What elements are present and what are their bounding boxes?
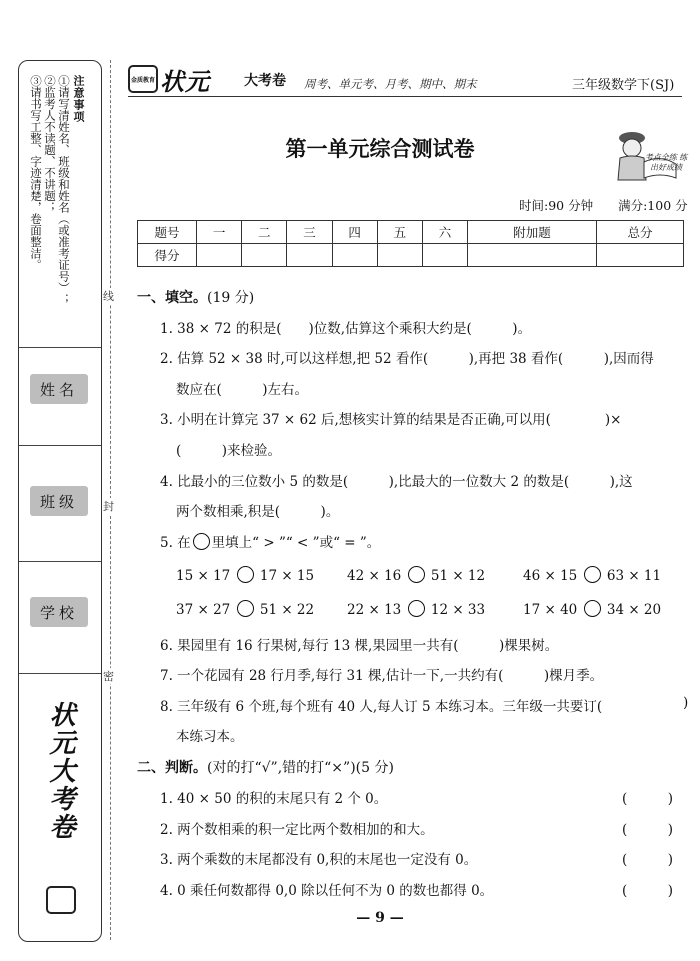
page-title: 第一单元综合测试卷 <box>285 136 475 161</box>
table-col: 附加题 <box>468 221 597 244</box>
comparison-right: 51 × 22 <box>259 602 315 618</box>
brand-sub: 大考卷 <box>244 73 286 89</box>
question-4-line-2: 两个数相乘,积是( )。 <box>176 504 340 520</box>
grade-label: 三年级数学下(SJ) <box>572 78 675 93</box>
table-col: 四 <box>332 221 377 244</box>
score-cell[interactable] <box>377 244 422 267</box>
score-cell[interactable] <box>468 244 597 267</box>
divider <box>19 673 101 674</box>
page-number: — 9 — <box>356 910 404 926</box>
table-col: 总分 <box>596 221 683 244</box>
judge-answer-blank[interactable]: ( ) <box>622 883 674 899</box>
comparison-item <box>523 566 661 584</box>
name-label: 姓名 <box>30 374 88 404</box>
question-4-line-1: 4. 比最小的三位数小 5 的数是( ),比最大的一位数大 2 的数是( ),这 <box>160 474 633 490</box>
comparison-item <box>176 566 314 584</box>
table-row <box>138 221 684 244</box>
judge-answer-blank[interactable]: ( ) <box>622 822 674 838</box>
section-2-heading: 二、判断。 <box>137 760 207 776</box>
question-3-line-1: 3. 小明在计算完 37 × 62 后,想核实计算的结果是否正确,可以用( )× <box>160 412 622 428</box>
school-label: 学校 <box>30 597 88 627</box>
question-5 <box>160 531 380 551</box>
table-header-label: 题号 <box>138 221 197 244</box>
judge-item-3: 3. 两个乘数的末尾都没有 0,积的末尾也一定没有 0。 <box>160 852 478 868</box>
comparison-left: 17 × 40 <box>523 602 578 618</box>
answer-circle[interactable] <box>408 566 425 583</box>
section-2-points: (对的打“√”,错的打“×”)(5 分) <box>207 760 394 776</box>
notice-2: ②监考人不读题、不讲题； <box>43 75 57 213</box>
question-1: 1. 38 × 72 的积是( )位数,估算这个乘积大约是( )。 <box>160 321 532 337</box>
mascot-text: 考点全练 练出好成绩 <box>644 153 688 172</box>
circle-icon <box>193 533 210 550</box>
judge-item-2: 2. 两个数相乘的积一定比两个数相加的和大。 <box>160 822 434 838</box>
table-col: 二 <box>242 221 287 244</box>
divider <box>19 561 101 562</box>
binding-strip <box>18 60 102 942</box>
judge-item-1: 1. 40 × 50 的积的末尾只有 2 个 0。 <box>160 791 388 807</box>
divider <box>19 347 101 348</box>
comparison-left: 37 × 27 <box>176 602 231 618</box>
answer-circle[interactable] <box>408 600 425 617</box>
comparison-left: 42 × 16 <box>347 568 402 584</box>
answer-circle[interactable] <box>237 566 254 583</box>
comparison-left: 46 × 15 <box>523 568 578 584</box>
comparison-right: 12 × 33 <box>430 602 486 618</box>
table-row <box>138 244 684 267</box>
table-col: 一 <box>197 221 242 244</box>
comparison-right: 51 × 12 <box>430 568 486 584</box>
divider <box>19 445 101 446</box>
notice-title: 注意事项 <box>72 75 85 123</box>
tagline: 周考、单元考、月考、期中、期末 <box>304 77 477 91</box>
logo-text: 金质教育 <box>130 76 155 84</box>
judge-answer-blank[interactable]: ( ) <box>622 852 674 868</box>
comparison-left: 22 × 13 <box>347 602 402 618</box>
comparison-right: 34 × 20 <box>606 602 662 618</box>
question-7: 7. 一个花园有 28 行月季,每行 31 棵,估计一下,一共约有( )棵月季。 <box>160 668 604 684</box>
table-col: 三 <box>287 221 332 244</box>
time-info: 时间:90 分钟 满分:100 分 <box>519 198 688 213</box>
table-col: 五 <box>377 221 422 244</box>
question-8-line-2: 本练习本。 <box>176 729 244 745</box>
score-cell[interactable] <box>596 244 683 267</box>
score-table <box>137 220 684 267</box>
question-2-line-1: 2. 估算 52 × 38 时,可以这样想,把 52 看作( ),再把 38 看作( ),因而得 <box>160 351 654 367</box>
score-cell[interactable] <box>197 244 242 267</box>
comparison-right: 63 × 11 <box>606 568 662 584</box>
question-8-close-paren: ) <box>683 695 689 711</box>
section-1-title <box>137 287 254 307</box>
notice-1: ①请写清姓名、班级和姓名（或准考证号）； <box>57 75 71 305</box>
judge-item-4: 4. 0 乘任何数都得 0,0 除以任何不为 0 的数也都得 0。 <box>160 883 494 899</box>
section-1-heading: 一、填空。 <box>137 290 207 306</box>
judge-answer-blank[interactable]: ( ) <box>622 791 674 807</box>
score-cell[interactable] <box>332 244 377 267</box>
section-1-points: (19 分) <box>207 290 255 306</box>
notice-3: ③请书写工整、字迹清楚，卷面整洁。 <box>29 75 43 271</box>
score-cell[interactable] <box>287 244 332 267</box>
question-6: 6. 果园里有 16 行果树,每行 13 棵,果园里一共有( )棵果树。 <box>160 638 559 654</box>
brand-name: 状元 <box>160 67 210 96</box>
score-cell[interactable] <box>422 244 467 267</box>
cut-char-line: 线 <box>103 290 114 303</box>
answer-circle[interactable] <box>584 600 601 617</box>
comparison-item <box>523 600 661 618</box>
comparison-left: 15 × 17 <box>176 568 231 584</box>
answer-circle[interactable] <box>237 600 254 617</box>
table-row-label: 得分 <box>138 244 197 267</box>
answer-circle[interactable] <box>584 566 601 583</box>
cut-char-seal: 封 <box>103 500 114 513</box>
question-5-pre: 5. 在 <box>160 535 191 551</box>
comparison-right: 17 × 15 <box>259 568 315 584</box>
comparison-item <box>176 600 314 618</box>
question-8-line-1: 8. 三年级有 6 个班,每个班有 40 人,每人订 5 本练习本。三年级一共要订( <box>160 699 603 715</box>
cut-char-secret: 密 <box>103 670 114 683</box>
question-3-line-2: ( )来检验。 <box>176 443 282 459</box>
brand-vertical: 状元大考卷 <box>45 701 75 841</box>
comparison-item <box>347 566 485 584</box>
score-cell[interactable] <box>242 244 287 267</box>
comparison-item <box>347 600 485 618</box>
question-2-line-2: 数应在( )左右。 <box>176 382 309 398</box>
table-col: 六 <box>422 221 467 244</box>
section-2-title <box>137 757 394 777</box>
logo-icon <box>128 65 158 93</box>
header-rule <box>128 96 682 97</box>
question-5-post: 里填上“ > ”“ < ”或“ = ”。 <box>211 535 381 551</box>
class-label: 班级 <box>30 486 88 516</box>
